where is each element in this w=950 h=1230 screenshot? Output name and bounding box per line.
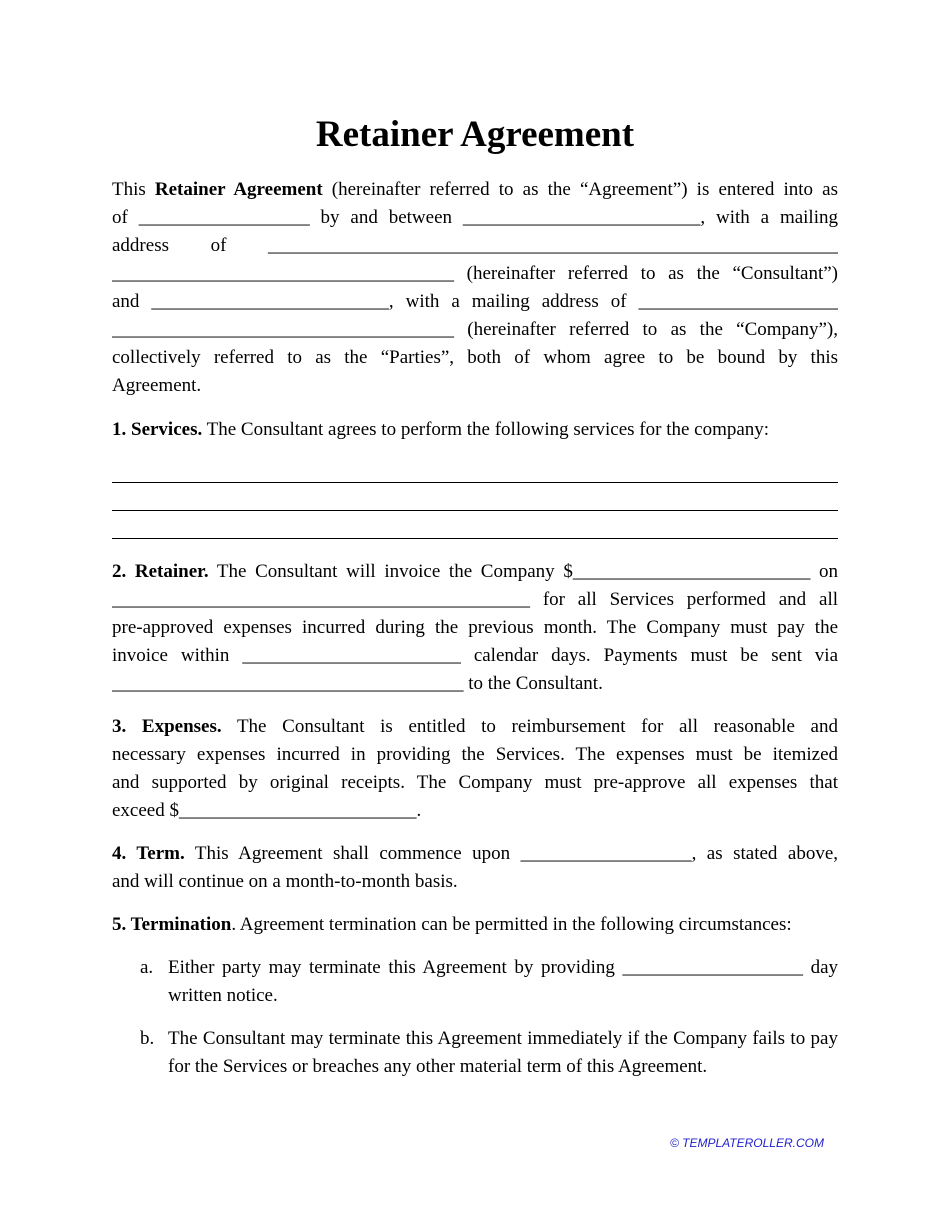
expenses-heading: 3. Expenses. xyxy=(112,716,222,737)
services-heading: 1. Services. xyxy=(112,419,203,440)
agreement-name: Retainer Agreement xyxy=(154,179,323,200)
templateroller-footer-link[interactable]: © TEMPLATEROLLER.COM xyxy=(670,1136,824,1150)
intro-line-4: ____________________________________ (hereinafter referred to as the “Consultant”) xyxy=(112,263,838,284)
retainer-line-2: ____________________________________________ for all Services performed and all xyxy=(112,589,838,610)
intro-line-1: This Retainer Agreement (hereinafter referred to as the “Agreement”) is entered into as xyxy=(112,179,838,200)
termination-section xyxy=(112,911,838,939)
services-blank-line-2 xyxy=(112,510,838,511)
expenses-section: 3. Expenses. The Consultant is entitled to reimbursement for all reasonable and necessary expenses incurred in providing the Services. The expenses must be itemized and supported by original receipts. The Company must pre-approve all expenses that exceed $_________________________. xyxy=(112,713,838,825)
term-line-2: and will continue on a month-to-month basis. xyxy=(112,871,458,892)
list-item-text: The Consultant may terminate this Agreement immediately if the Company fails to pay for the Services or breaches any other material term of this Agreement. xyxy=(168,1028,838,1077)
list-marker: b. xyxy=(140,1028,155,1049)
termination-item-a xyxy=(140,954,838,1010)
services-blank-line-1 xyxy=(112,482,838,483)
expenses-line-4: exceed $_________________________. xyxy=(112,800,422,821)
list-marker: a. xyxy=(140,957,154,978)
retainer-line-3: pre-approved expenses incurred during the previous month. The Company must pay the xyxy=(112,617,838,638)
term-section: 4. Term. This Agreement shall commence upon __________________, as stated above, and will continue on a month-to-month basis. xyxy=(112,840,838,896)
intro-line-6: ____________________________________ (hereinafter referred to as the “Company”), xyxy=(112,319,838,340)
services-section xyxy=(112,416,838,444)
list-item-text: Either party may terminate this Agreement by providing ___________________ day written notice. xyxy=(168,957,838,1006)
intro-line-7: collectively referred to as the “Parties”, both of whom agree to be bound by this xyxy=(112,347,838,368)
intro-line-5: and _________________________, with a mailing address of _____________________ xyxy=(112,291,838,312)
retainer-line-5: _____________________________________ to the Consultant. xyxy=(112,673,603,694)
retainer-section: 2. Retainer. The Consultant will invoice the Company $_________________________ on ____________________________________________ for all Services performed and all pre-approved expenses incurred during the previous month. The Company must pay the invoice within _______________________ calendar days. Payments must be sent via _____________________________________ to the Consultant. xyxy=(112,558,838,698)
services-blank-line-3 xyxy=(112,538,838,539)
expenses-line-3: and supported by original receipts. The Company must pre-approve all expenses that xyxy=(112,772,838,793)
services-text: The Consultant agrees to perform the following services for the company: xyxy=(202,419,770,440)
termination-text: . Agreement termination can be permitted in the following circumstances: xyxy=(231,914,792,935)
intro-line-2: of __________________ by and between _________________________, with a mailing xyxy=(112,207,838,228)
expenses-line-2: necessary expenses incurred in providing the Services. The expenses must be itemized xyxy=(112,744,838,765)
termination-heading: 5. Termination xyxy=(112,914,232,935)
intro-line-3: address of ____________________________________________________________ xyxy=(112,235,838,256)
intro-line-8: Agreement. xyxy=(112,375,202,396)
retainer-line-4: invoice within _______________________ calendar days. Payments must be sent via xyxy=(112,645,838,666)
termination-item-b xyxy=(140,1025,838,1081)
retainer-heading: 2. Retainer. xyxy=(112,561,209,582)
intro-paragraph xyxy=(112,176,838,400)
document-title: Retainer Agreement xyxy=(315,114,635,155)
term-heading: 4. Term. xyxy=(112,843,185,864)
